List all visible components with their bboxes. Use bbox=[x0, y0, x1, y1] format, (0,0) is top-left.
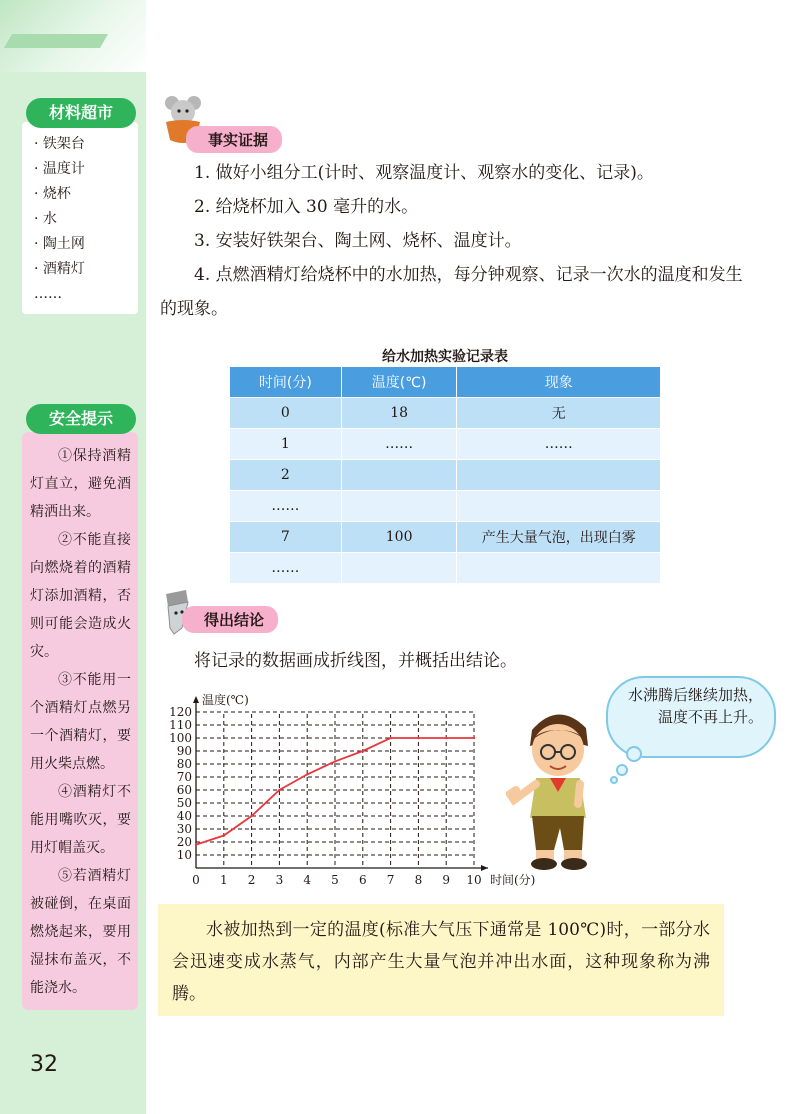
x-tick-label: 4 bbox=[303, 873, 312, 887]
table-cell: …… bbox=[230, 491, 342, 522]
table-cell bbox=[341, 491, 457, 522]
data-point bbox=[306, 773, 308, 775]
y-tick-label: 50 bbox=[176, 796, 192, 810]
table-row bbox=[230, 553, 661, 584]
safety-tip: ①保持酒精灯直立，避免酒精洒出来。 bbox=[30, 448, 131, 520]
table-cell: 1 bbox=[230, 429, 342, 460]
y-tick-label: 100 bbox=[169, 731, 192, 745]
data-point bbox=[473, 737, 475, 739]
table-header-row bbox=[230, 367, 661, 398]
table-cell bbox=[457, 491, 661, 522]
conclusion-instruction: 将记录的数据画成折线图，并概括出结论。 bbox=[194, 651, 517, 671]
x-tick-label: 0 bbox=[192, 873, 200, 887]
thought-dots-icon bbox=[610, 744, 660, 784]
table-cell: 100 bbox=[341, 522, 457, 553]
x-tick-label: 2 bbox=[247, 873, 256, 887]
table-cell bbox=[457, 553, 661, 584]
x-axis-label: 时间(分) bbox=[490, 873, 536, 887]
conclusion-text: 水被加热到一定的温度(标准大气压下通常是 100℃)时，一部分水会迅速变成水蒸气，内部产生大量气泡并冲出水面，这种现象称为沸腾。 bbox=[172, 920, 710, 1004]
table-cell: 0 bbox=[230, 398, 342, 429]
table-cell: …… bbox=[230, 553, 342, 584]
x-tick-label: 8 bbox=[414, 873, 423, 887]
table-cell: 18 bbox=[341, 398, 457, 429]
table-row bbox=[230, 398, 661, 429]
section-tag-evidence: 事实证据 bbox=[186, 126, 282, 153]
conclusion-text-wrap bbox=[158, 904, 724, 1010]
section-tag-conclusion: 得出结论 bbox=[182, 606, 278, 633]
header-temp: 温度(℃) bbox=[341, 367, 457, 398]
table-row bbox=[230, 460, 661, 491]
materials-box bbox=[22, 122, 138, 314]
material-item: · 温度计 bbox=[34, 161, 85, 177]
data-point bbox=[278, 789, 280, 791]
material-item: · 铁架台 bbox=[34, 136, 85, 152]
material-item: …… bbox=[34, 286, 62, 302]
table-cell: 2 bbox=[230, 460, 342, 491]
header-phenomenon: 现象 bbox=[457, 367, 661, 398]
data-point bbox=[362, 750, 364, 752]
x-tick-label: 1 bbox=[219, 873, 228, 887]
header-time: 时间(分) bbox=[230, 367, 342, 398]
table-cell bbox=[341, 553, 457, 584]
speech-bubble-text: 水沸腾后继续加热，温度不再上升。 bbox=[627, 686, 763, 726]
y-tick-label: 10 bbox=[176, 848, 192, 862]
evidence-steps bbox=[160, 156, 750, 326]
y-axis-label: 温度(℃) bbox=[202, 693, 249, 707]
y-tick-label: 70 bbox=[176, 770, 192, 784]
material-item: · 酒精灯 bbox=[34, 261, 85, 277]
materials-list bbox=[22, 122, 138, 307]
x-tick-label: 10 bbox=[466, 873, 482, 887]
safety-tip: ⑤若酒精灯被碰倒，在桌面燃烧起来，要用湿抹布盖灭，不能浇水。 bbox=[30, 868, 131, 996]
x-tick-label: 3 bbox=[275, 873, 284, 887]
y-tick-label: 40 bbox=[176, 809, 192, 823]
x-tick-label: 9 bbox=[442, 873, 451, 887]
step-4: 4. 点燃酒精灯给烧杯中的水加热，每分钟观察、记录一次水的温度和发生的现象。 bbox=[160, 265, 743, 319]
conclusion-box bbox=[158, 904, 724, 1016]
x-tick-label: 7 bbox=[386, 873, 395, 887]
table-cell bbox=[457, 460, 661, 491]
x-tick-label: 6 bbox=[358, 873, 367, 887]
y-tick-label: 120 bbox=[169, 705, 192, 719]
material-item: · 烧杯 bbox=[34, 186, 71, 202]
safety-tip: ④酒精灯不能用嘴吹灭，要用灯帽盖灭。 bbox=[30, 784, 131, 856]
table-row bbox=[230, 491, 661, 522]
conclusion-instruction-wrap bbox=[160, 644, 750, 678]
record-table bbox=[229, 366, 661, 584]
y-tick-label: 80 bbox=[176, 757, 192, 771]
data-point bbox=[223, 834, 225, 836]
table-cell: …… bbox=[341, 429, 457, 460]
temperature-line-chart bbox=[160, 690, 560, 896]
safety-title: 安全提示 bbox=[26, 404, 136, 434]
step-3: 3. 安装好铁架台、陶土网、烧杯、温度计。 bbox=[194, 231, 522, 251]
page-corner-decoration bbox=[0, 0, 146, 72]
data-point bbox=[195, 843, 197, 845]
y-tick-label: 110 bbox=[169, 718, 192, 732]
y-axis-arrow bbox=[193, 696, 199, 703]
page-number: 32 bbox=[30, 1052, 58, 1077]
y-tick-label: 90 bbox=[176, 744, 192, 758]
table-cell: …… bbox=[457, 429, 661, 460]
safety-tip: ②不能直接向燃烧着的酒精灯添加酒精，否则可能会造成火灾。 bbox=[30, 532, 131, 660]
data-point bbox=[417, 737, 419, 739]
table-cell: 7 bbox=[230, 522, 342, 553]
table-cell bbox=[341, 460, 457, 491]
step-1: 1. 做好小组分工(计时、观察温度计、观察水的变化、记录)。 bbox=[194, 163, 654, 183]
x-axis-arrow bbox=[481, 865, 488, 871]
y-tick-label: 30 bbox=[176, 822, 192, 836]
table-row bbox=[230, 522, 661, 553]
data-point bbox=[334, 760, 336, 762]
table-title: 给水加热实验记录表 bbox=[382, 349, 508, 365]
x-tick-label: 5 bbox=[331, 873, 339, 887]
table-cell: 无 bbox=[457, 398, 661, 429]
corner-stripe bbox=[4, 34, 108, 48]
material-item: · 陶土网 bbox=[34, 236, 85, 252]
table-row bbox=[230, 429, 661, 460]
material-item: · 水 bbox=[34, 211, 57, 227]
safety-text bbox=[22, 432, 138, 1002]
data-point bbox=[389, 737, 391, 739]
boy-character-illustration bbox=[506, 700, 610, 876]
safety-tip: ③不能用一个酒精灯点燃另一个酒精灯，要用火柴点燃。 bbox=[30, 672, 131, 772]
data-point bbox=[445, 737, 447, 739]
step-2: 2. 给烧杯加入 30 毫升的水。 bbox=[194, 197, 419, 217]
materials-title: 材料超市 bbox=[26, 98, 136, 128]
data-point bbox=[250, 815, 252, 817]
safety-box bbox=[22, 432, 138, 1010]
table-cell: 产生大量气泡，出现白雾 bbox=[457, 522, 661, 553]
y-tick-label: 20 bbox=[176, 835, 192, 849]
y-tick-label: 60 bbox=[176, 783, 192, 797]
